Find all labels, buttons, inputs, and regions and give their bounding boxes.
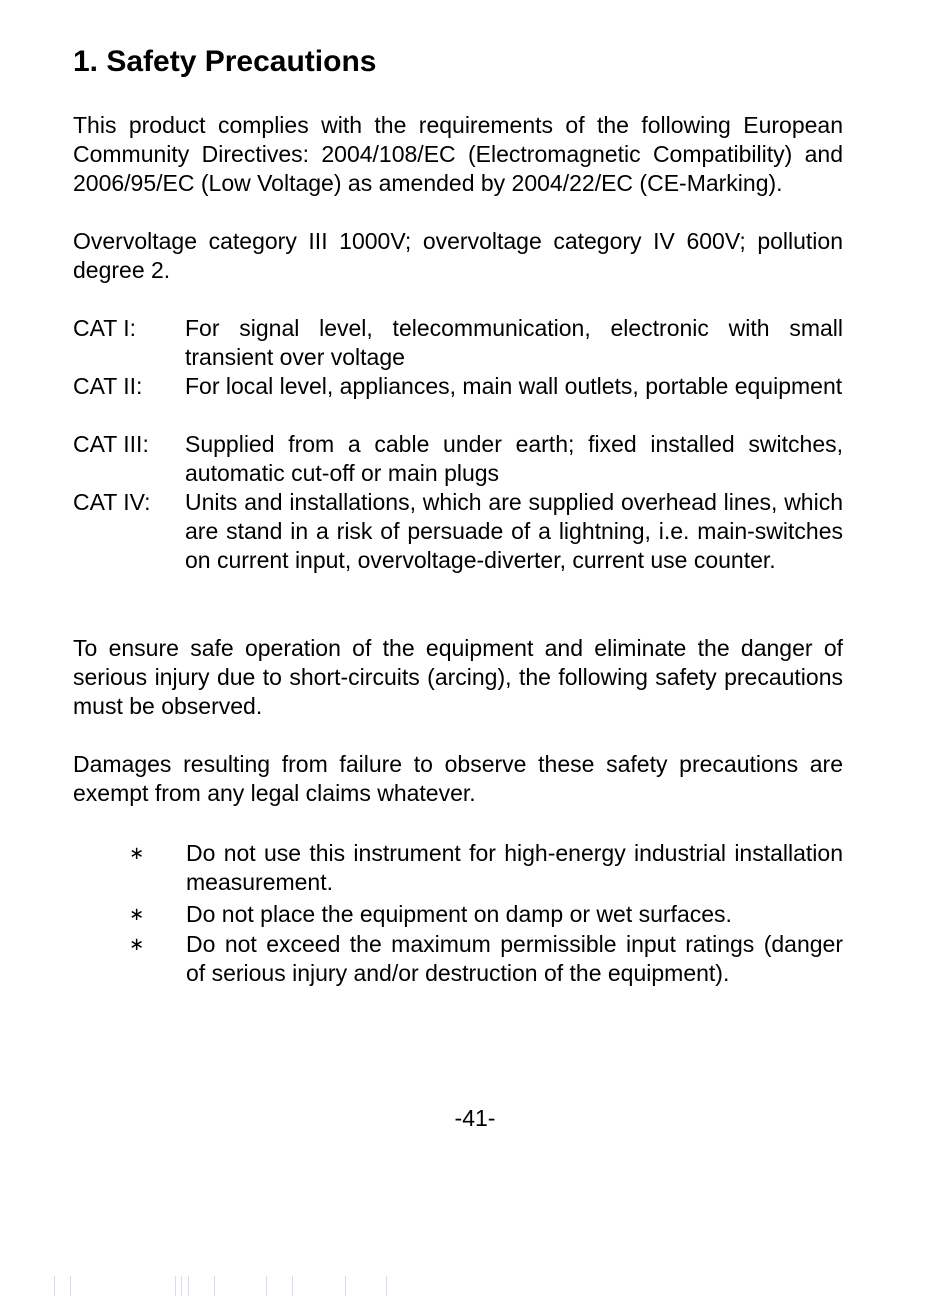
category-label: CAT III: bbox=[73, 431, 149, 457]
scan-mark bbox=[188, 1276, 189, 1296]
directives-paragraph: This product complies with the requirements of the following European Community Directives: 2004/108/EC (Electromagnetic Compatibility) and 2006/95/EC (Low Voltage) as amended by 2004/22/EC (CE-Marking). bbox=[73, 112, 843, 196]
section-title: 1. Safety Precautions bbox=[73, 45, 377, 78]
scan-mark bbox=[214, 1276, 215, 1296]
category-item bbox=[73, 430, 843, 488]
asterisk-bullet-icon: ∗ bbox=[129, 904, 145, 924]
bullet-text: Do not exceed the maximum permissible input ratings (danger of serious injury and/or destruction of the equipment). bbox=[186, 931, 843, 986]
category-description: For signal level, telecommunication, electronic with small transient over voltage bbox=[185, 315, 843, 370]
asterisk-bullet-icon: ∗ bbox=[129, 843, 145, 863]
scan-mark bbox=[54, 1276, 55, 1296]
scan-mark bbox=[70, 1276, 71, 1296]
scan-mark bbox=[345, 1276, 346, 1296]
asterisk-bullet-icon: ∗ bbox=[129, 934, 145, 954]
bullet-item bbox=[73, 839, 843, 897]
bullet-text: Do not place the equipment on damp or wet surfaces. bbox=[186, 901, 732, 927]
scan-mark bbox=[386, 1276, 387, 1296]
category-description: For local level, appliances, main wall outlets, portable equipment bbox=[185, 373, 843, 399]
scan-mark bbox=[266, 1276, 267, 1296]
category-item bbox=[73, 314, 843, 372]
category-item bbox=[73, 488, 843, 575]
page-number: -41- bbox=[454, 1105, 496, 1131]
bullet-item bbox=[73, 900, 843, 929]
overvoltage-paragraph: Overvoltage category III 1000V; overvoltage category IV 600V; pollution degree 2. bbox=[73, 228, 843, 283]
category-label: CAT II: bbox=[73, 373, 143, 399]
category-label: CAT I: bbox=[73, 315, 137, 341]
scan-mark bbox=[181, 1276, 182, 1296]
category-label: CAT IV: bbox=[73, 489, 151, 515]
category-description: Supplied from a cable under earth; fixed installed switches, automatic cut-off or main plugs bbox=[185, 431, 843, 486]
category-description: Units and installations, which are supplied overhead lines, which are stand in a risk of persuade of a lightning, i.e. main-switches on current input, overvoltage-diverter, current use counter. bbox=[185, 489, 843, 573]
scan-mark bbox=[292, 1276, 293, 1296]
bullet-text: Do not use this instrument for high-energy industrial installation measurement. bbox=[186, 840, 843, 895]
scan-edge-marks bbox=[40, 1276, 440, 1298]
scan-mark bbox=[175, 1276, 176, 1296]
category-item bbox=[73, 372, 843, 401]
safe-operation-paragraph: To ensure safe operation of the equipment and eliminate the danger of serious injury due to short-circuits (arcing), the following safety precautions must be observed. bbox=[73, 635, 843, 719]
bullet-item bbox=[73, 930, 843, 988]
legal-claims-paragraph: Damages resulting from failure to observe these safety precautions are exempt from any legal claims whatever. bbox=[73, 751, 843, 806]
